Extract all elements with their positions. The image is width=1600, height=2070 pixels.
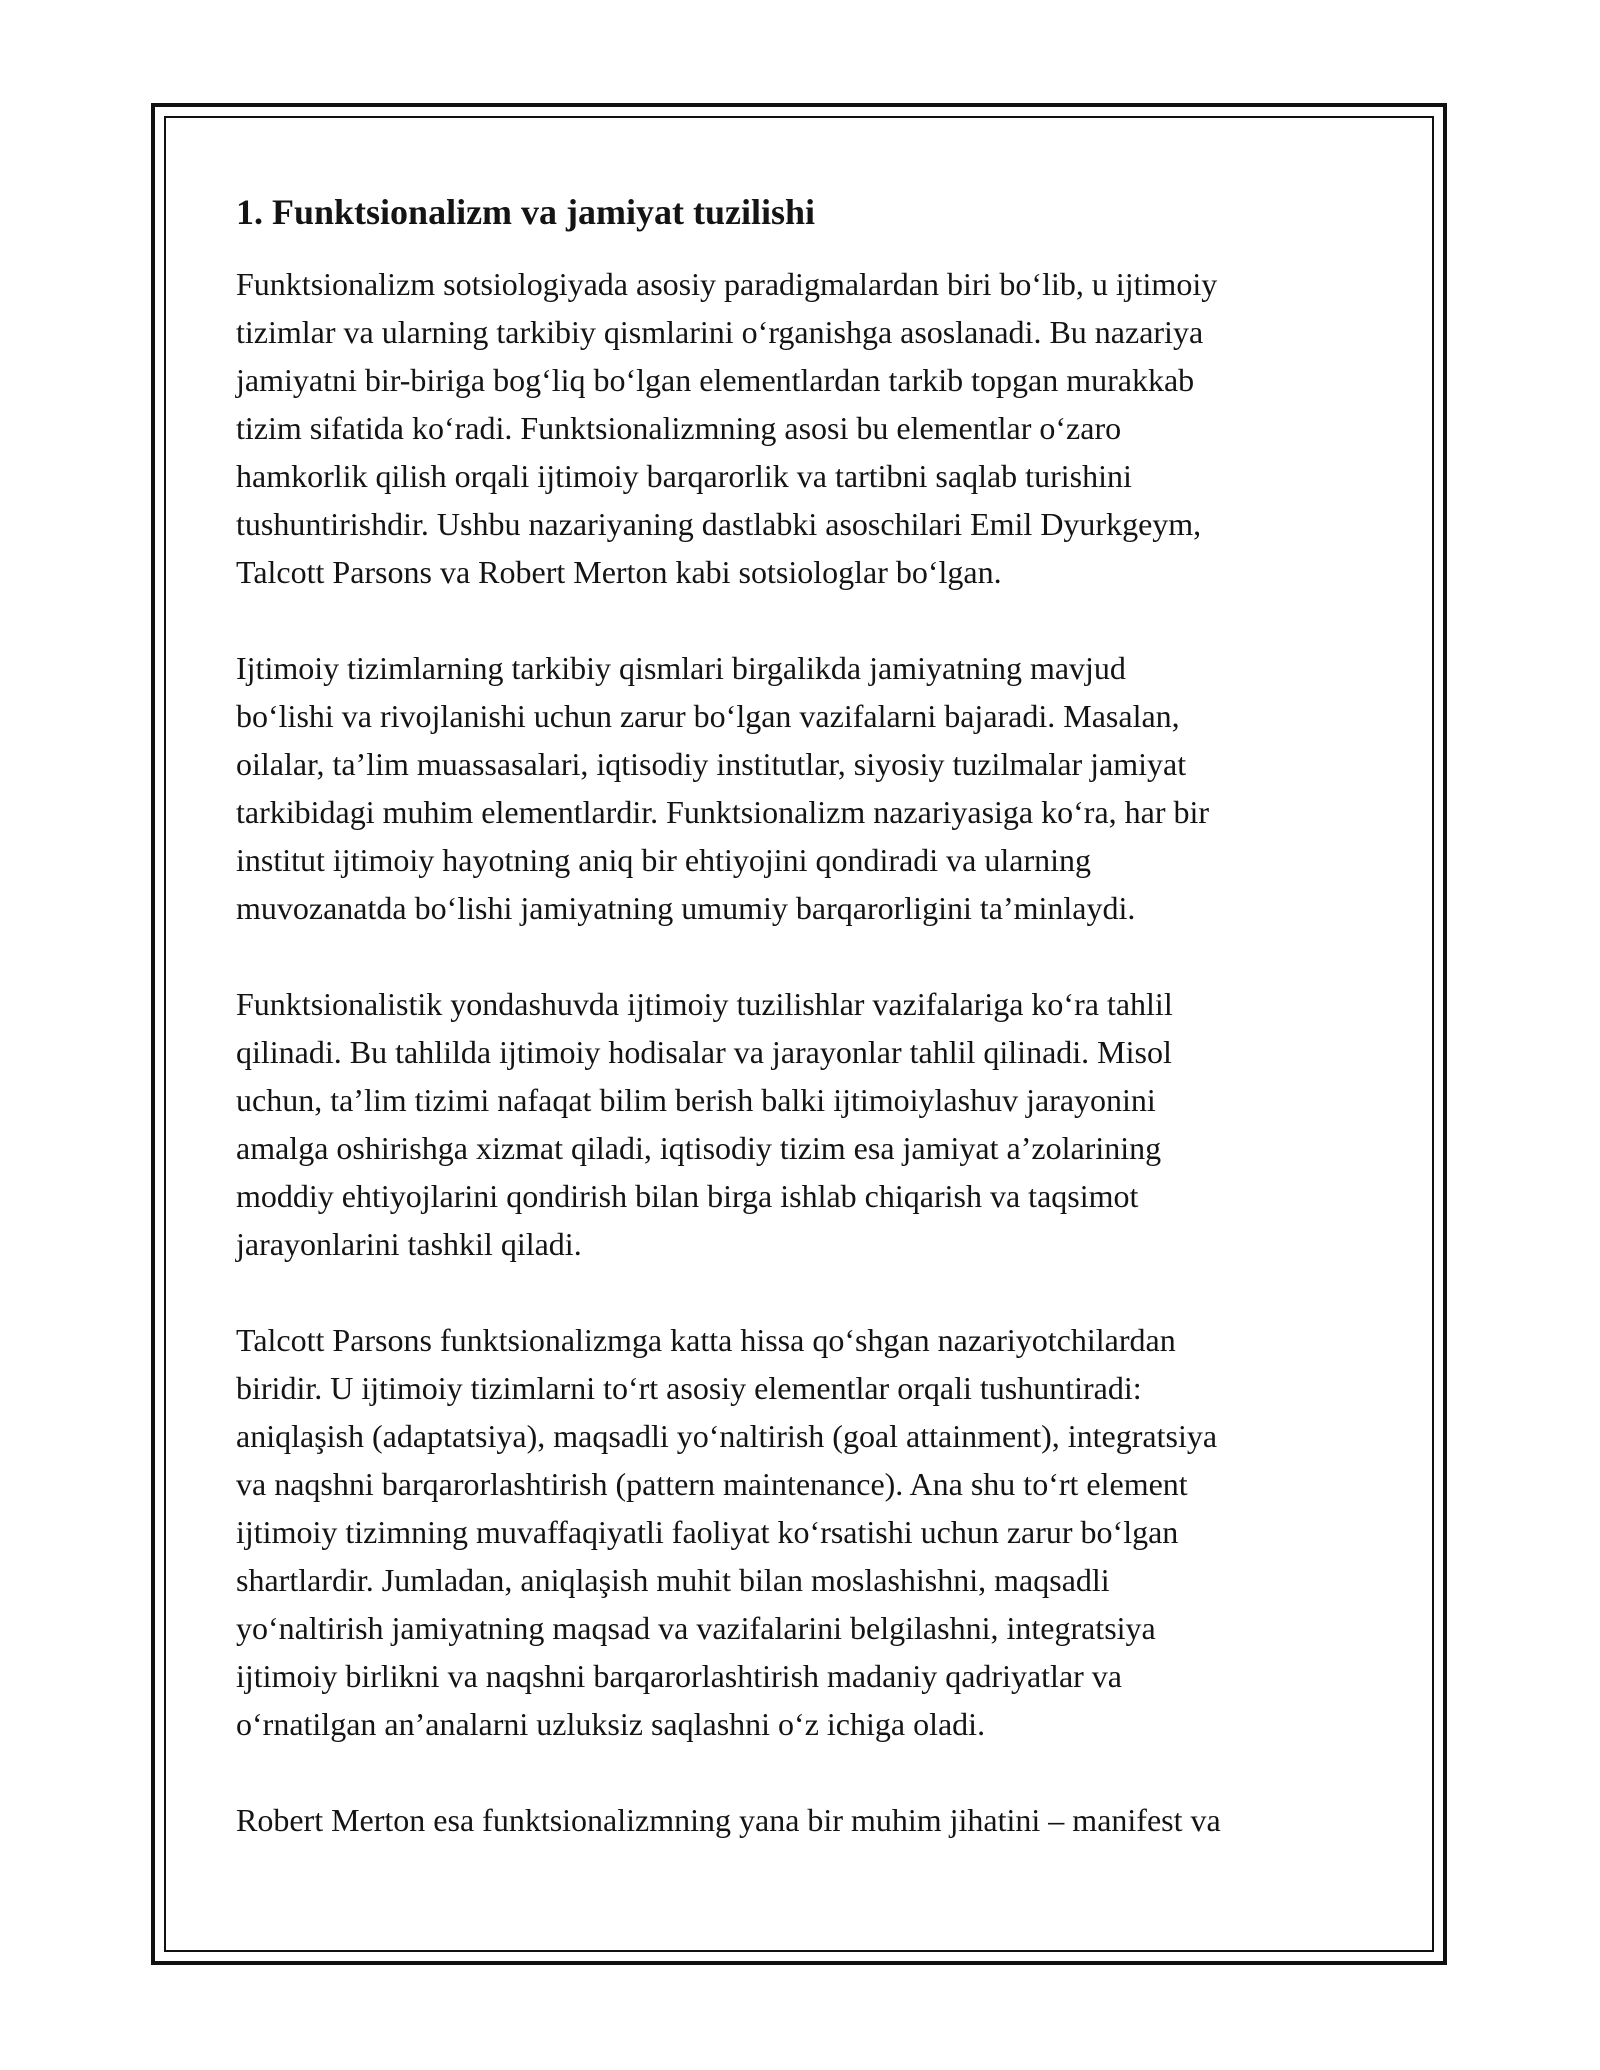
text-line: Ijtimoiy tizimlarning tarkibiy qismlari birgalikda jamiyatning mavjud: [236, 650, 1126, 686]
text-line: yo‘naltirish jamiyatning maqsad va vazifalarini belgilashni, integratsiya: [236, 1610, 1156, 1646]
text-line: amalga oshirishga xizmat qiladi, iqtisodiy tizim esa jamiyat a’zolarining: [236, 1130, 1162, 1166]
text-line: tizimlar va ularning tarkibiy qismlarini o‘rganishga asoslanadi. Bu nazariya: [236, 314, 1204, 350]
text-line: biridir. U ijtimoiy tizimlarni to‘rt asosiy elementlar orqali tushuntiradi:: [236, 1370, 1142, 1406]
text-line: bo‘lishi va rivojlanishi uchun zarur bo‘lgan vazifalarni bajaradi. Masalan,: [236, 698, 1180, 734]
paragraph-1: [236, 260, 1376, 596]
text-line: institut ijtimoiy hayotning aniq bir ehtiyojini qondiradi va ularning: [236, 842, 1092, 878]
text-line: aniqlaşish (adaptatsiya), maqsadli yo‘naltirish (goal attainment), integratsiya: [236, 1418, 1218, 1454]
text-line: Talcott Parsons funktsionalizmga katta hissa qo‘shgan nazariyotchilardan: [236, 1322, 1176, 1358]
text-line: uchun, ta’lim tizimi nafaqat bilim berish balki ijtimoiylashuv jarayonini: [236, 1082, 1156, 1118]
paragraph-5: [236, 1796, 1376, 1844]
text-line: shartlardir. Jumladan, aniqlaşish muhit bilan moslashishni, maqsadli: [236, 1562, 1110, 1598]
text-line: Talcott Parsons va Robert Merton kabi sotsiologlar bo‘lgan.: [236, 554, 1002, 590]
text-line: qilinadi. Bu tahlilda ijtimoiy hodisalar va jarayonlar tahlil qilinadi. Misol: [236, 1034, 1172, 1070]
text-line: jarayonlarini tashkil qiladi.: [236, 1226, 582, 1262]
text-line: ijtimoiy birlikni va naqshni barqarorlashtirish madaniy qadriyatlar va: [236, 1658, 1122, 1694]
text-line: jamiyatni bir-biriga bog‘liq bo‘lgan elementlardan tarkib topgan murakkab: [236, 362, 1195, 398]
text-line: o‘rnatilgan an’analarni uzluksiz saqlashni o‘z ichiga oladi.: [236, 1706, 986, 1742]
section-heading: 1. Funktsionalizm va jamiyat tuzilishi: [236, 192, 816, 232]
text-line: ijtimoiy tizimning muvaffaqiyatli faoliyat ko‘rsatishi uchun zarur bo‘lgan: [236, 1514, 1179, 1550]
text-line: tarkibidagi muhim elementlardir. Funktsionalizm nazariyasiga ko‘ra, har bir: [236, 794, 1210, 830]
text-line: va naqshni barqarorlashtirish (pattern maintenance). Ana shu to‘rt element: [236, 1466, 1188, 1502]
paragraph-3: [236, 980, 1376, 1268]
text-line: oilalar, ta’lim muassasalari, iqtisodiy institutlar, siyosiy tuzilmalar jamiyat: [236, 746, 1187, 782]
document-body: [236, 188, 1376, 1892]
text-line: hamkorlik qilish orqali ijtimoiy barqarorlik va tartibni saqlab turishini: [236, 458, 1132, 494]
text-line: Funktsionalizm sotsiologiyada asosiy paradigmalardan biri bo‘lib, u ijtimoiy: [236, 266, 1218, 302]
paragraph-4: [236, 1316, 1376, 1748]
paragraph-2: [236, 644, 1376, 932]
text-line: tizim sifatida ko‘radi. Funktsionalizmning asosi bu elementlar o‘zaro: [236, 410, 1122, 446]
text-line: muvozanatda bo‘lishi jamiyatning umumiy barqarorligini ta’minlaydi.: [236, 890, 1136, 926]
text-line: moddiy ehtiyojlarini qondirish bilan birga ishlab chiqarish va taqsimot: [236, 1178, 1139, 1214]
text-line: Funktsionalistik yondashuvda ijtimoiy tuzilishlar vazifalariga ko‘ra tahlil: [236, 986, 1173, 1022]
text-line: Robert Merton esa funktsionalizmning yana bir muhim jihatini – manifest va: [236, 1802, 1221, 1838]
text-line: tushuntirishdir. Ushbu nazariyaning dastlabki asoschilari Emil Dyurkgeym,: [236, 506, 1202, 542]
